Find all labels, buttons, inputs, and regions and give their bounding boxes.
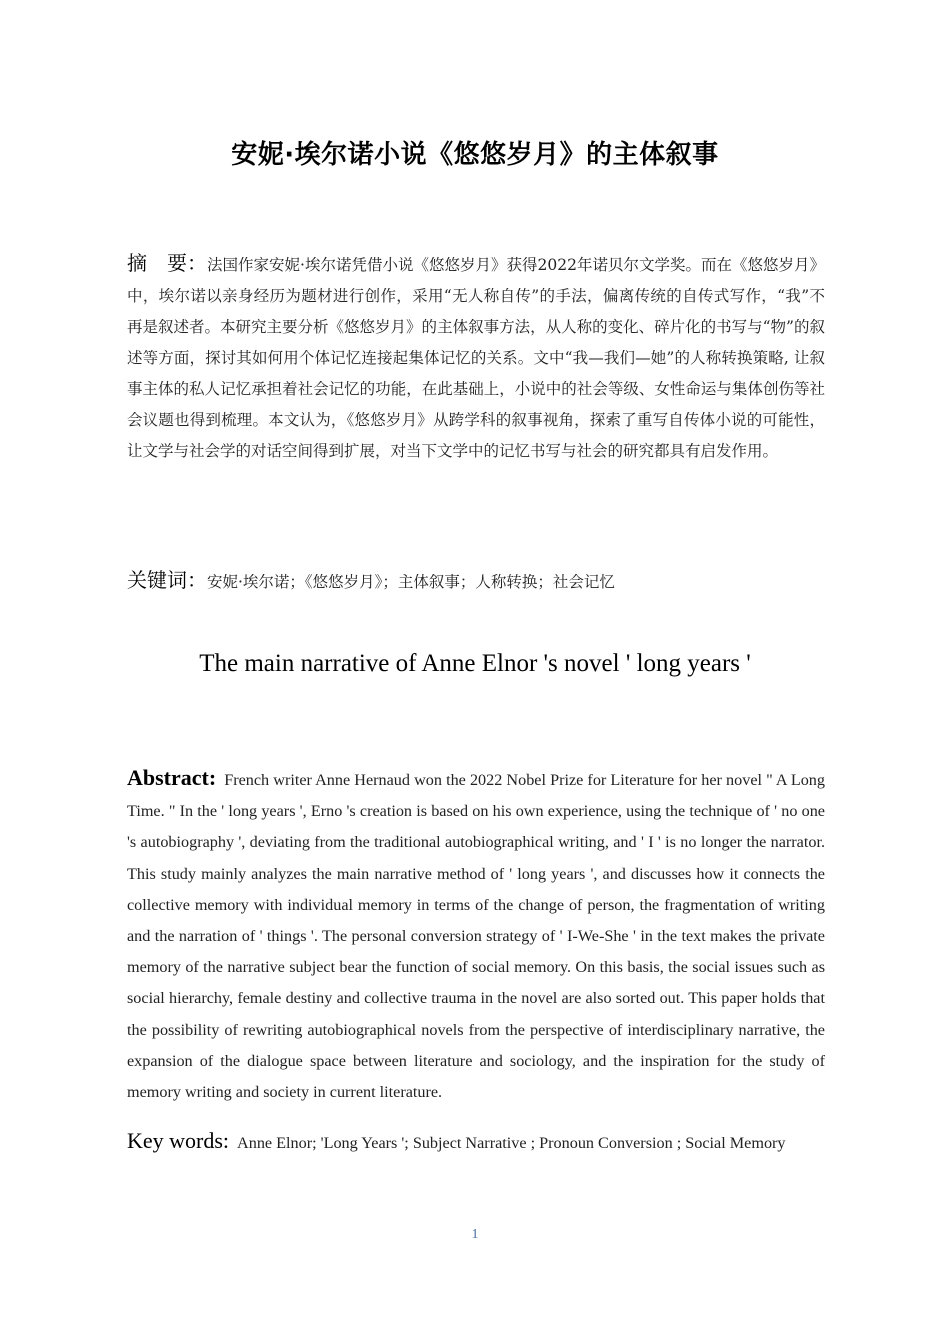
english-abstract-label: Abstract:: [127, 765, 217, 790]
english-keywords-label: Key words:: [127, 1128, 230, 1153]
chinese-abstract: [127, 248, 825, 467]
english-title: The main narrative of Anne Elnor 's novel ' long years ': [199, 650, 751, 677]
english-keywords: [127, 1128, 825, 1154]
english-abstract: [127, 762, 825, 1108]
chinese-abstract-text: 法国作家安妮·埃尔诺凭借小说《悠悠岁月》获得2022年诺贝尔文学奖。而在《悠悠岁月》中，埃尔诺以亲身经历为题材进行创作，采用“无人称自传”的手法，偏离传统的自传式写作，“我”不再是叙述者。本研究主要分析《悠悠岁月》的主体叙事方法，从人称的变化、碎片化的书写与“物”的叙述等方面，探讨其如何用个体记忆连接起集体记忆的关系。文中“我—我们—她”的人称转换策略, 让叙事主体的私人记忆承担着社会记忆的功能，在此基础上，小说中的社会等级、女性命运与集体创伤等社会议题也得到梳理。本文认为，《悠悠岁月》从跨学科的叙事视角，探索了重写自传体小说的可能性，让文学与社会学的对话空间得到扩展，对当下文学中的记忆书写与社会的研究都具有启发作用。: [127, 256, 825, 460]
english-abstract-text: French writer Anne Hernaud won the 2022 Nobel Prize for Literature for her novel " A Long Time. " In the ' long years ', Erno 's creation is based on his own experience, using the technique of ' no one 's autobiography ', deviating from the traditional autobiographical writing, and ' I ' is no longer the narrator. This study mainly analyzes the main narrative method of ' long years ', and discusses how it connects the collective memory with individual memory in terms of the change of person, the fragmentation of writing and the narration of ' things '. The personal conversion strategy of ' I-We-She ' in the text makes the private memory of the narrative subject bear the function of social memory. On this basis, the social issues such as social hierarchy, female destiny and collective trauma in the novel are also sorted out. This paper holds that the possibility of rewriting autobiographical novels from the perspective of interdisciplinary narrative, the expansion of the dialogue space between literature and sociology, and the inspiration for the study of memory writing and society in current literature.: [127, 771, 825, 1102]
chinese-title: 安妮·埃尔诺小说《悠悠岁月》的主体叙事: [231, 140, 719, 170]
english-keywords-text: Anne Elnor; 'Long Years '; Subject Narrative ; Pronoun Conversion ; Social Memory: [237, 1134, 786, 1152]
chinese-abstract-label: 摘 要：: [127, 251, 208, 275]
chinese-keywords-text: 安妮·埃尔诺；《悠悠岁月》；主体叙事；人称转换；社会记忆: [207, 573, 615, 591]
chinese-keywords-label: 关键词：: [127, 568, 207, 592]
chinese-keywords: [127, 564, 825, 593]
page-number: 1: [471, 1227, 479, 1242]
